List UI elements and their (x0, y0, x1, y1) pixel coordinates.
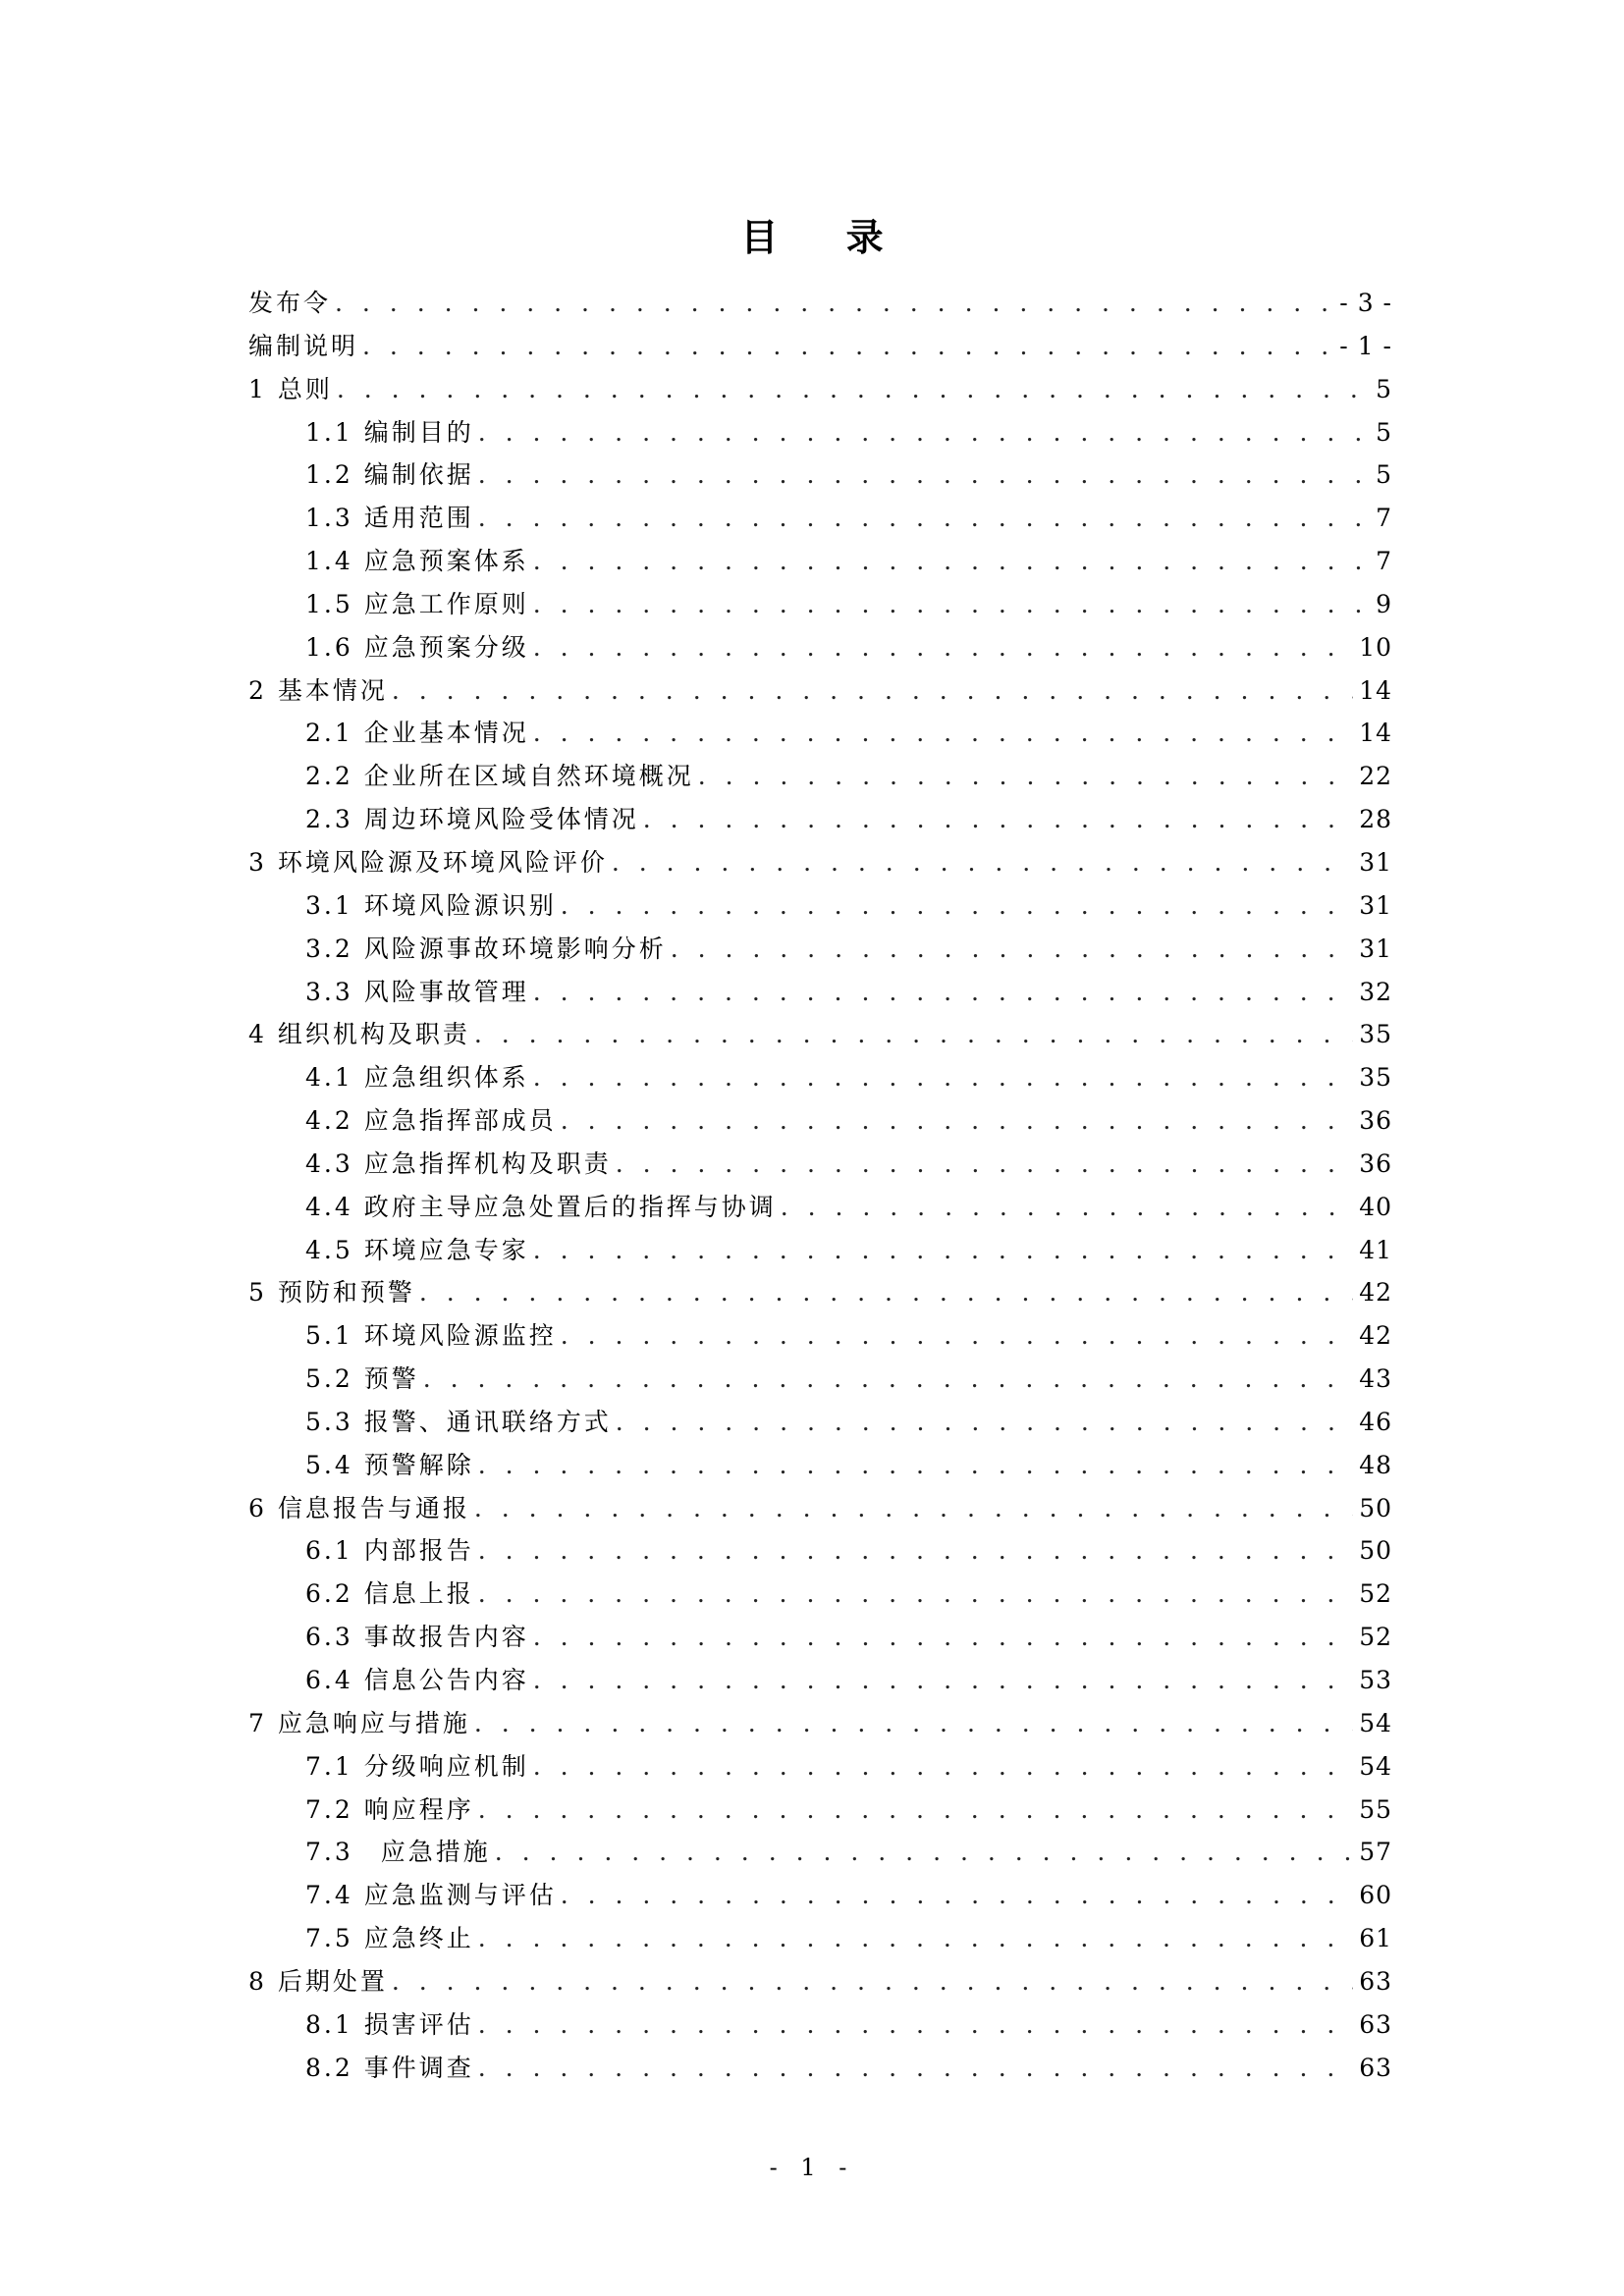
toc-entry-page-number: 52 (1359, 1623, 1392, 1652)
toc-dot-leader (478, 454, 1370, 497)
toc-entry-page-number: 61 (1359, 1924, 1392, 1953)
toc-subsection-entry[interactable] (248, 712, 1392, 755)
toc-section-entry[interactable] (248, 368, 1392, 411)
toc-dot-leader (392, 1960, 1353, 2003)
toc-dot-leader (561, 1099, 1353, 1143)
toc-entry-label: 7.2 响应程序 (305, 1794, 474, 1824)
toc-dot-leader (616, 1143, 1353, 1186)
toc-entry-page-number: 50 (1359, 1536, 1392, 1566)
toc-subsection-entry[interactable] (248, 971, 1392, 1014)
toc-subsection-entry[interactable] (248, 1056, 1392, 1099)
toc-entry-label: 1.3 适用范围 (305, 504, 474, 533)
toc-section-entry[interactable] (248, 841, 1392, 884)
toc-dot-leader (561, 1874, 1353, 1917)
toc-entry-label: 6.1 内部报告 (305, 1536, 474, 1566)
toc-dot-leader (698, 755, 1353, 798)
toc-subsection-entry[interactable] (248, 2047, 1392, 2090)
toc-section-entry[interactable] (248, 1271, 1392, 1314)
toc-subsection-entry[interactable] (248, 1401, 1392, 1444)
toc-entry-label: 7.3 应急措施 (305, 1838, 491, 1867)
toc-subsection-entry[interactable] (248, 1659, 1392, 1702)
toc-dot-leader (474, 1487, 1353, 1530)
toc-subsection-entry[interactable] (248, 798, 1392, 841)
toc-section-entry[interactable] (248, 325, 1392, 368)
toc-dot-leader (612, 841, 1353, 884)
toc-entry-label: 5.2 预警 (305, 1364, 419, 1394)
toc-entry-page-number: 31 (1359, 890, 1392, 920)
toc-entry-page-number: 35 (1359, 1020, 1392, 1049)
toc-subsection-entry[interactable] (248, 928, 1392, 971)
toc-entry-label: 发布令 (248, 289, 332, 317)
toc-entry-page-number: 42 (1359, 1278, 1392, 1308)
toc-dot-leader (533, 971, 1353, 1014)
toc-entry-label: 6.4 信息公告内容 (305, 1666, 529, 1694)
toc-entry-label: 6.2 信息上报 (305, 1579, 474, 1609)
toc-subsection-entry[interactable] (248, 497, 1392, 540)
toc-dot-leader (561, 1314, 1353, 1358)
toc-section-entry[interactable] (248, 669, 1392, 713)
toc-entry-page-number: - 1 - (1339, 331, 1392, 360)
toc-subsection-entry[interactable] (248, 1874, 1392, 1917)
toc-entry-page-number: 5 (1376, 417, 1392, 447)
toc-entry-page-number: 46 (1359, 1407, 1392, 1436)
toc-dot-leader (478, 1573, 1353, 1616)
toc-entry-label: 4.4 政府主导应急处置后的指挥与协调 (305, 1192, 777, 1221)
toc-subsection-entry[interactable] (248, 454, 1392, 497)
page-number-footer: - 1 - (769, 2154, 855, 2181)
toc-dot-leader (478, 411, 1370, 454)
toc-entry-label: 5.1 环境风险源监控 (305, 1321, 557, 1351)
toc-dot-leader (419, 1271, 1353, 1314)
toc-subsection-entry[interactable] (248, 755, 1392, 798)
toc-dot-leader (474, 1013, 1353, 1056)
toc-entry-label: 8 后期处置 (248, 1966, 388, 1996)
toc-entry-page-number: 9 (1376, 589, 1392, 618)
toc-entry-label: 2.2 企业所在区域自然环境概况 (305, 762, 694, 791)
toc-entry-label: 编制说明 (248, 331, 359, 360)
toc-entry-page-number: 53 (1359, 1666, 1392, 1694)
toc-entry-page-number: 36 (1359, 1148, 1392, 1178)
toc-dot-leader (478, 1917, 1353, 1960)
toc-dot-leader (478, 1529, 1353, 1573)
toc-entry-label: 8.2 事件调查 (305, 2053, 474, 2082)
toc-entry-page-number: 42 (1359, 1321, 1392, 1351)
toc-subsection-entry[interactable] (248, 1186, 1392, 1229)
toc-entry-page-number: - 3 - (1339, 289, 1392, 317)
toc-entry-label: 5.4 预警解除 (305, 1450, 474, 1479)
toc-dot-leader (478, 1789, 1353, 1832)
toc-dot-leader (495, 1831, 1353, 1874)
toc-dot-leader (533, 1229, 1353, 1272)
toc-subsection-entry[interactable] (248, 411, 1392, 454)
toc-entry-label: 1.4 应急预案体系 (305, 547, 529, 576)
toc-entry-page-number: 5 (1376, 460, 1392, 490)
toc-entry-label: 7 应急响应与措施 (248, 1708, 470, 1737)
toc-entry-page-number: 57 (1359, 1838, 1392, 1867)
toc-entry-label: 5.3 报警、通讯联络方式 (305, 1407, 612, 1436)
toc-entry-label: 1.2 编制依据 (305, 460, 474, 490)
toc-dot-leader (533, 1659, 1353, 1702)
toc-entry-label: 3.2 风险源事故环境影响分析 (305, 934, 667, 963)
toc-section-entry[interactable] (248, 1487, 1392, 1530)
toc-subsection-entry[interactable] (248, 1745, 1392, 1789)
toc-entry-page-number: 28 (1359, 805, 1392, 834)
toc-entry-label: 7.5 应急终止 (305, 1924, 474, 1953)
toc-subsection-entry[interactable] (248, 1314, 1392, 1358)
toc-subsection-entry[interactable] (248, 1444, 1392, 1487)
toc-entry-page-number: 50 (1359, 1493, 1392, 1522)
toc-entry-page-number: 36 (1359, 1106, 1392, 1136)
toc-entry-page-number: 63 (1359, 1966, 1392, 1996)
toc-subsection-entry[interactable] (248, 540, 1392, 583)
toc-entry-label: 4 组织机构及职责 (248, 1020, 470, 1049)
toc-entry-label: 7.4 应急监测与评估 (305, 1881, 557, 1910)
toc-entry-label: 2 基本情况 (248, 675, 388, 705)
toc-entry-label: 5 预防和预警 (248, 1278, 415, 1308)
toc-dot-leader (561, 884, 1353, 928)
toc-subsection-entry[interactable] (248, 1099, 1392, 1143)
toc-subsection-entry[interactable] (248, 2003, 1392, 2047)
toc-entry-label: 2.3 周边环境风险受体情况 (305, 805, 639, 834)
toc-subsection-entry[interactable] (248, 1229, 1392, 1272)
toc-entry-page-number: 40 (1359, 1192, 1392, 1221)
toc-entry-page-number: 14 (1359, 675, 1392, 705)
toc-dot-leader (533, 583, 1370, 626)
toc-dot-leader (533, 540, 1370, 583)
toc-entry-label: 7.1 分级响应机制 (305, 1751, 529, 1781)
toc-entry-page-number: 54 (1359, 1708, 1392, 1737)
toc-entry-label: 2.1 企业基本情况 (305, 719, 529, 748)
toc-dot-leader (478, 2047, 1353, 2090)
toc-dot-leader (337, 368, 1370, 411)
toc-dot-leader (781, 1186, 1353, 1229)
toc-dot-leader (478, 1444, 1353, 1487)
toc-dot-leader (671, 928, 1353, 971)
page-title: 目 录 (740, 215, 911, 259)
toc-subsection-entry[interactable] (248, 1831, 1392, 1874)
toc-subsection-entry[interactable] (248, 1358, 1392, 1401)
toc-entry-label: 3.3 风险事故管理 (305, 977, 529, 1006)
toc-entry-page-number: 32 (1359, 977, 1392, 1006)
toc-entry-page-number: 35 (1359, 1063, 1392, 1093)
toc-subsection-entry[interactable] (248, 626, 1392, 669)
toc-entry-label: 1 总则 (248, 374, 333, 403)
toc-dot-leader (533, 626, 1353, 669)
toc-subsection-entry[interactable] (248, 1917, 1392, 1960)
toc-subsection-entry[interactable] (248, 1616, 1392, 1659)
toc-subsection-entry[interactable] (248, 1789, 1392, 1832)
toc-dot-leader (478, 497, 1370, 540)
toc-entry-label: 6.3 事故报告内容 (305, 1623, 529, 1652)
toc-entry-page-number: 54 (1359, 1751, 1392, 1781)
toc-entry-label: 4.5 环境应急专家 (305, 1235, 529, 1264)
toc-dot-leader (533, 1745, 1353, 1789)
toc-dot-leader (478, 2003, 1353, 2047)
toc-subsection-entry[interactable] (248, 583, 1392, 626)
toc-entry-page-number: 52 (1359, 1579, 1392, 1609)
toc-entry-label: 1.6 应急预案分级 (305, 632, 529, 662)
toc-entry-page-number: 5 (1376, 374, 1392, 403)
toc-entry-label: 8.1 损害评估 (305, 2009, 474, 2039)
toc-entry-page-number: 55 (1359, 1794, 1392, 1824)
toc-entry-page-number: 60 (1359, 1881, 1392, 1910)
toc-entry-page-number: 31 (1359, 847, 1392, 877)
toc-dot-leader (362, 325, 1333, 368)
toc-dot-leader (474, 1702, 1353, 1745)
toc-entry-page-number: 7 (1376, 547, 1392, 576)
toc-entry-page-number: 31 (1359, 934, 1392, 963)
toc-entry-page-number: 7 (1376, 504, 1392, 533)
toc-dot-leader (533, 1616, 1353, 1659)
toc-entry-page-number: 63 (1359, 2009, 1392, 2039)
toc-subsection-entry[interactable] (248, 884, 1392, 928)
toc-entry-label: 1.5 应急工作原则 (305, 589, 529, 618)
table-of-contents (248, 282, 1392, 2089)
toc-entry-page-number: 41 (1359, 1235, 1392, 1264)
toc-section-entry[interactable] (248, 282, 1392, 325)
toc-dot-leader (335, 282, 1333, 325)
toc-entry-label: 6 信息报告与通报 (248, 1493, 470, 1522)
toc-entry-page-number: 14 (1359, 719, 1392, 748)
toc-entry-page-number: 43 (1359, 1364, 1392, 1394)
toc-dot-leader (392, 669, 1353, 713)
toc-entry-page-number: 22 (1359, 762, 1392, 791)
toc-section-entry[interactable] (248, 1960, 1392, 2003)
toc-section-entry[interactable] (248, 1702, 1392, 1745)
toc-entry-page-number: 63 (1359, 2053, 1392, 2082)
toc-entry-label: 4.1 应急组织体系 (305, 1063, 529, 1093)
toc-entry-page-number: 48 (1359, 1450, 1392, 1479)
toc-dot-leader (616, 1401, 1353, 1444)
toc-entry-label: 3 环境风险源及环境风险评价 (248, 847, 608, 877)
toc-entry-label: 4.2 应急指挥部成员 (305, 1106, 557, 1136)
toc-dot-leader (643, 798, 1353, 841)
toc-dot-leader (533, 1056, 1353, 1099)
toc-section-entry[interactable] (248, 1013, 1392, 1056)
toc-dot-leader (533, 712, 1353, 755)
toc-entry-page-number: 10 (1359, 632, 1392, 662)
toc-entry-label: 4.3 应急指挥机构及职责 (305, 1148, 612, 1178)
toc-subsection-entry[interactable] (248, 1573, 1392, 1616)
toc-entry-label: 1.1 编制目的 (305, 417, 474, 447)
toc-entry-label: 3.1 环境风险源识别 (305, 890, 557, 920)
toc-subsection-entry[interactable] (248, 1529, 1392, 1573)
toc-subsection-entry[interactable] (248, 1143, 1392, 1186)
toc-dot-leader (423, 1358, 1353, 1401)
